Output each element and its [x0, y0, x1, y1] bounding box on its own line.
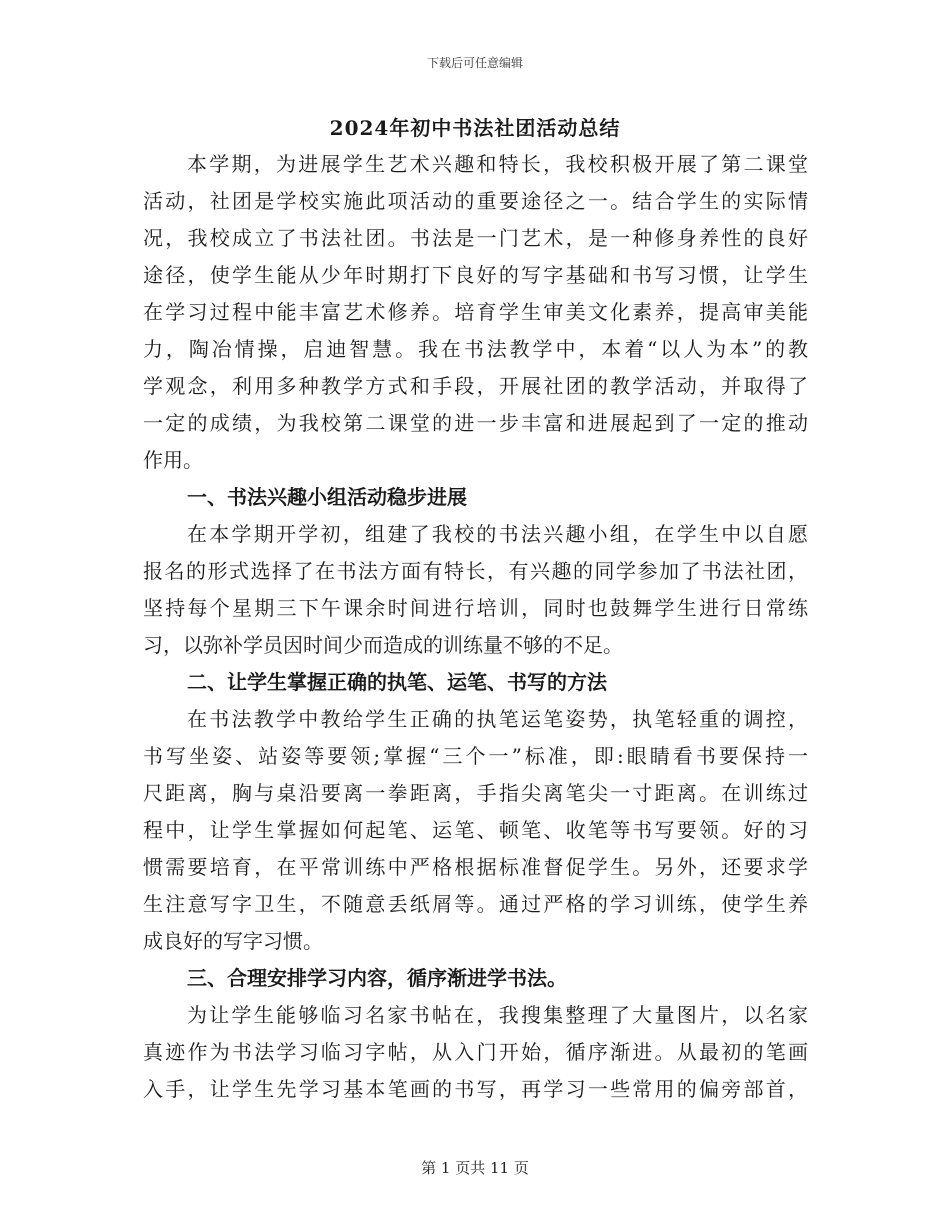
text-line: 在书法教学中教给学生正确的执笔运笔姿势，执笔轻重的调控，: [187, 707, 808, 731]
text-line: 在学习过程中能丰富艺术修养。培育学生审美文化素养，提高审美能: [143, 300, 808, 324]
text-line: 书写坐姿、站姿等要领;掌握“三个一”标准，即:眼睛看书要保持一: [143, 744, 808, 768]
text-line: 学观念，利用多种教学方式和手段，开展社团的教学活动，并取得了: [143, 374, 808, 398]
text-line: 作用。: [143, 448, 203, 472]
text-line: 活动，社团是学校实施此项活动的重要途径之一。结合学生的实际情: [143, 189, 808, 213]
text-line: 程中，让学生掌握如何起笔、运笔、顿笔、收笔等书写要领。好的习: [143, 818, 808, 842]
text-line: 本学期，为进展学生艺术兴趣和特长，我校积极开展了第二课堂: [187, 152, 808, 176]
footer-page-number: 1: [440, 1159, 451, 1177]
text-line: 入手，让学生先学习基本笔画的书写，再学习一些常用的偏旁部首，: [143, 1077, 808, 1101]
section-heading: 二、让学生掌握正确的执笔、运笔、书写的方法: [187, 670, 607, 694]
text-line: 在本学期开学初，组建了我校的书法兴趣小组，在学生中以自愿: [187, 522, 808, 546]
section-heading: 一、书法兴趣小组活动稳步进展: [187, 485, 467, 509]
text-line: 生注意写字卫生，不随意丢纸屑等。通过严格的学习训练，使学生养: [143, 892, 808, 916]
page-title: 2024年初中书法社团活动总结: [329, 116, 621, 140]
text-line: 习，以弥补学员因时间少而造成的训练量不够的不足。: [143, 633, 623, 657]
text-line: 为让学生能够临习名家书帖在，我搜集整理了大量图片，以名家: [187, 1003, 808, 1027]
page-footer: [0, 1157, 950, 1178]
footer-suffix: 页: [513, 1159, 529, 1177]
text-line: 坚持每个星期三下午课余时间进行培训，同时也鼓舞学生进行日常练: [143, 596, 808, 620]
text-line: 力，陶冶情操，启迪智慧。我在书法教学中，本着“以人为本”的教: [143, 337, 808, 361]
footer-mid: 页共: [455, 1159, 486, 1177]
footer-total-pages: 11: [490, 1159, 510, 1177]
page-header: 下载后可任意编辑: [426, 56, 523, 70]
text-line: 真迹作为书法学习临习字帖，从入门开始，循序渐进。从最初的笔画: [143, 1040, 808, 1064]
text-line: 况，我校成立了书法社团。书法是一门艺术，是一种修身养性的良好: [143, 226, 808, 250]
text-line: 一定的成绩，为我校第二课堂的进一步丰富和进展起到了一定的推动: [143, 411, 808, 435]
text-line: 途径，使学生能从少年时期打下良好的写字基础和书写习惯，让学生: [143, 263, 808, 287]
footer-prefix: 第: [421, 1159, 437, 1177]
text-line: 尺距离，胸与桌沿要离一拳距离，手指尖离笔尖一寸距离。在训练过: [143, 781, 808, 805]
text-line: 成良好的写字习惯。: [143, 929, 323, 953]
text-line: 报名的形式选择了在书法方面有特长，有兴趣的同学参加了书法社团，: [143, 559, 808, 583]
section-heading: 三、合理安排学习内容，循序渐进学书法。: [187, 966, 567, 990]
text-line: 惯需要培育，在平常训练中严格根据标准督促学生。另外，还要求学: [143, 855, 808, 879]
document-body: [143, 146, 808, 1108]
